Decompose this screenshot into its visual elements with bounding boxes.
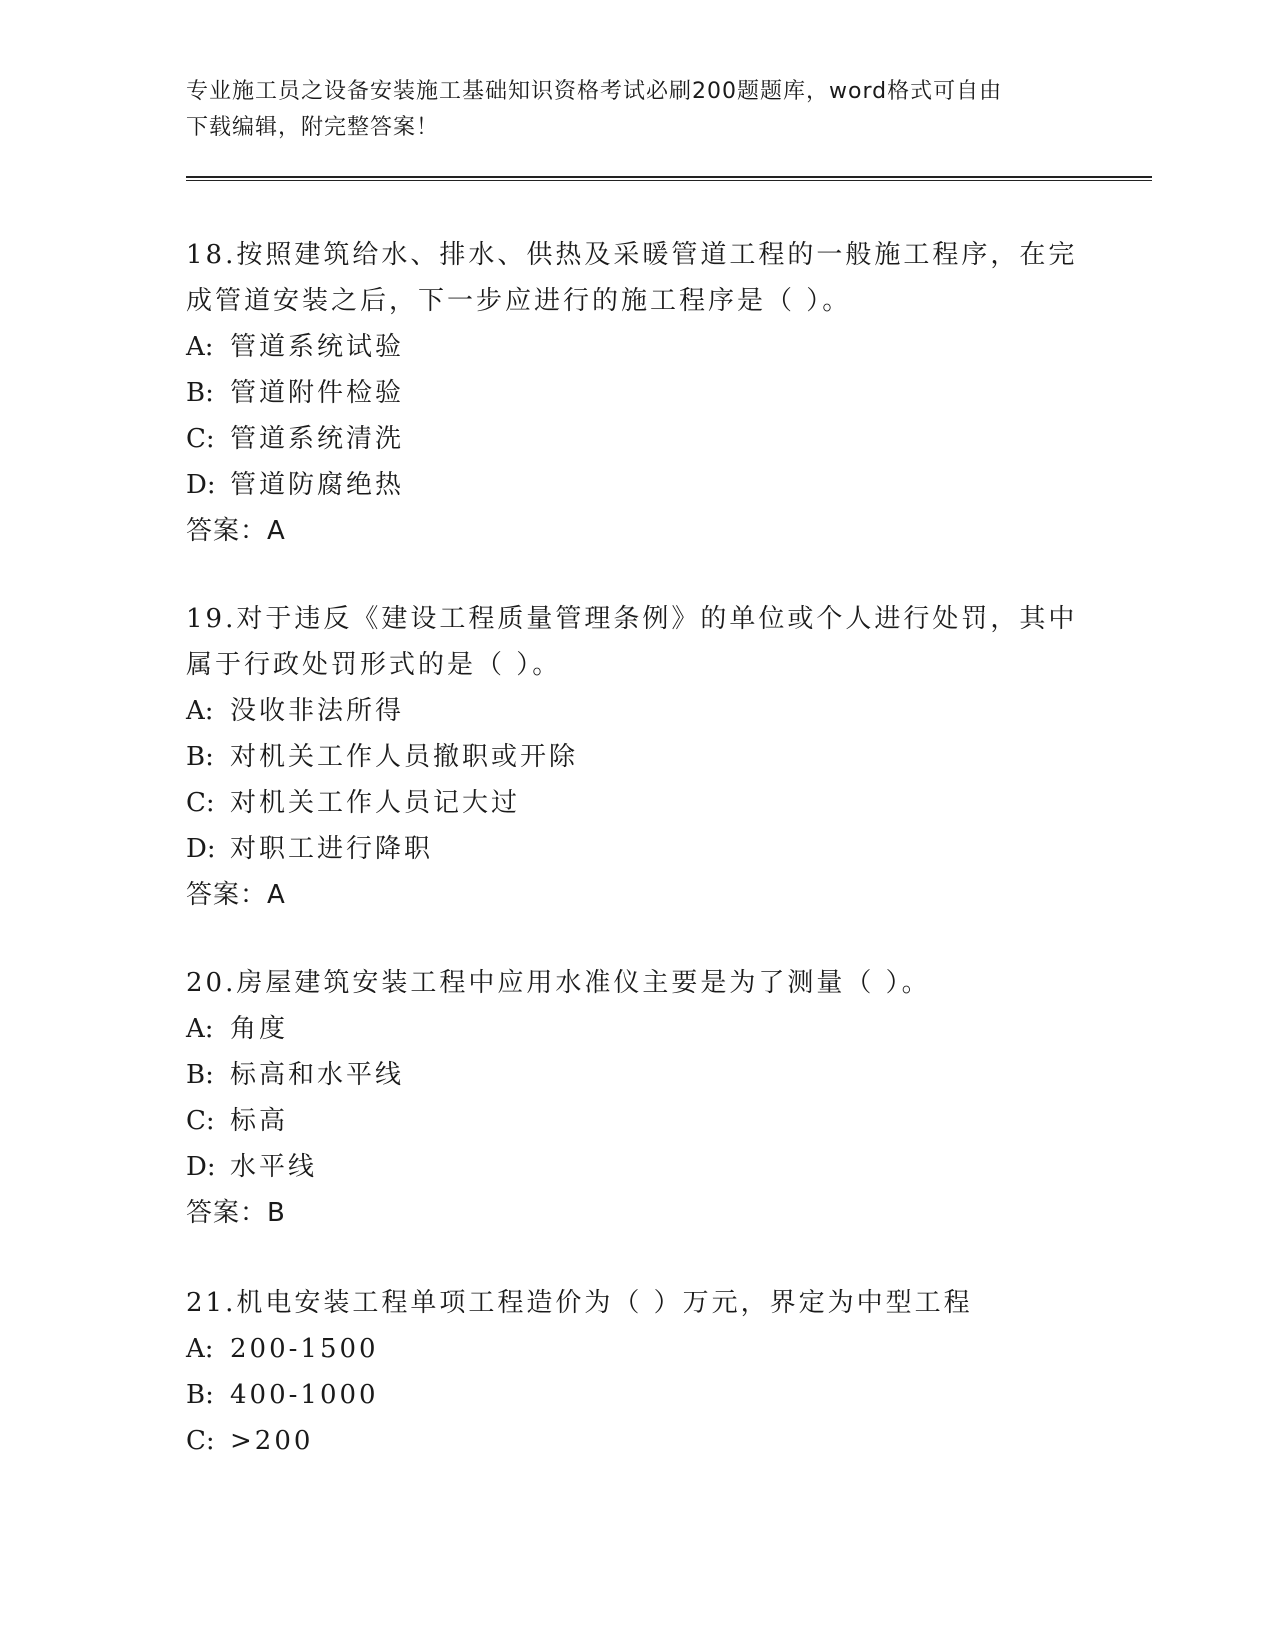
option-c <box>186 1418 1086 1464</box>
option-c <box>186 416 1086 462</box>
option-text: 管道附件检验 <box>230 378 405 408</box>
option-a <box>186 688 1086 734</box>
option-letter: C: <box>186 1426 215 1456</box>
option-text: 管道系统清洗 <box>230 424 405 454</box>
option-d <box>186 826 1086 872</box>
option-text: 角度 <box>230 1014 289 1044</box>
question-18 <box>186 232 1086 554</box>
option-b <box>186 1372 1086 1418</box>
option-letter: C: <box>186 788 215 818</box>
option-letter: B: <box>186 378 214 408</box>
option-b <box>186 1052 1086 1098</box>
option-text: 对机关工作人员撤职或开除 <box>230 742 579 772</box>
option-text: 对职工进行降职 <box>230 834 434 864</box>
question-stem: 21.机电安装工程单项工程造价为（ ）万元，界定为中型工程 <box>186 1288 973 1318</box>
option-letter: A: <box>186 332 214 362</box>
option-text: >200 <box>230 1426 314 1456</box>
answer-line: 答案：A <box>186 880 286 910</box>
option-letter: A: <box>186 1014 214 1044</box>
option-letter: B: <box>186 1380 214 1410</box>
question-stem: 20.房屋建筑安装工程中应用水准仪主要是为了测量（ ）。 <box>186 968 931 998</box>
option-d <box>186 1144 1086 1190</box>
question-21 <box>186 1280 1086 1464</box>
header-divider <box>186 176 1152 181</box>
option-letter: A: <box>186 696 214 726</box>
option-text: 200-1500 <box>230 1334 379 1364</box>
option-text: 水平线 <box>230 1152 318 1182</box>
option-letter: A: <box>186 1334 214 1364</box>
option-text: 对机关工作人员记大过 <box>230 788 521 818</box>
header-line-2: 下载编辑，附完整答案！ <box>186 115 440 140</box>
option-letter: C: <box>186 1106 215 1136</box>
header-line-1: 专业施工员之设备安装施工基础知识资格考试必刷200题题库，word格式可自由 <box>186 79 1003 104</box>
question-stem: 18.按照建筑给水、排水、供热及采暖管道工程的一般施工程序，在完成管道安装之后，下一步应进行的施工程序是（ ）。 <box>186 240 1078 316</box>
option-c <box>186 1098 1086 1144</box>
answer-line: 答案：A <box>186 516 286 546</box>
option-text: 管道系统试验 <box>230 332 405 362</box>
option-letter: B: <box>186 1060 214 1090</box>
option-text: 标高 <box>230 1106 289 1136</box>
option-b <box>186 734 1086 780</box>
option-b <box>186 370 1086 416</box>
option-d <box>186 462 1086 508</box>
option-text: 标高和水平线 <box>230 1060 405 1090</box>
option-letter: D: <box>186 470 216 500</box>
option-letter: C: <box>186 424 215 454</box>
answer-line: 答案：B <box>186 1198 286 1228</box>
question-20 <box>186 960 1086 1236</box>
option-text: 管道防腐绝热 <box>230 470 405 500</box>
option-a <box>186 1326 1086 1372</box>
document-header <box>186 74 1066 146</box>
question-stem: 19.对于违反《建设工程质量管理条例》的单位或个人进行处罚，其中属于行政处罚形式的是（ ）。 <box>186 604 1078 680</box>
option-letter: D: <box>186 1152 216 1182</box>
option-text: 400-1000 <box>230 1380 379 1410</box>
question-19 <box>186 596 1086 918</box>
option-text: 没收非法所得 <box>230 696 405 726</box>
option-c <box>186 780 1086 826</box>
option-a <box>186 1006 1086 1052</box>
option-a <box>186 324 1086 370</box>
option-letter: B: <box>186 742 214 772</box>
option-letter: D: <box>186 834 216 864</box>
